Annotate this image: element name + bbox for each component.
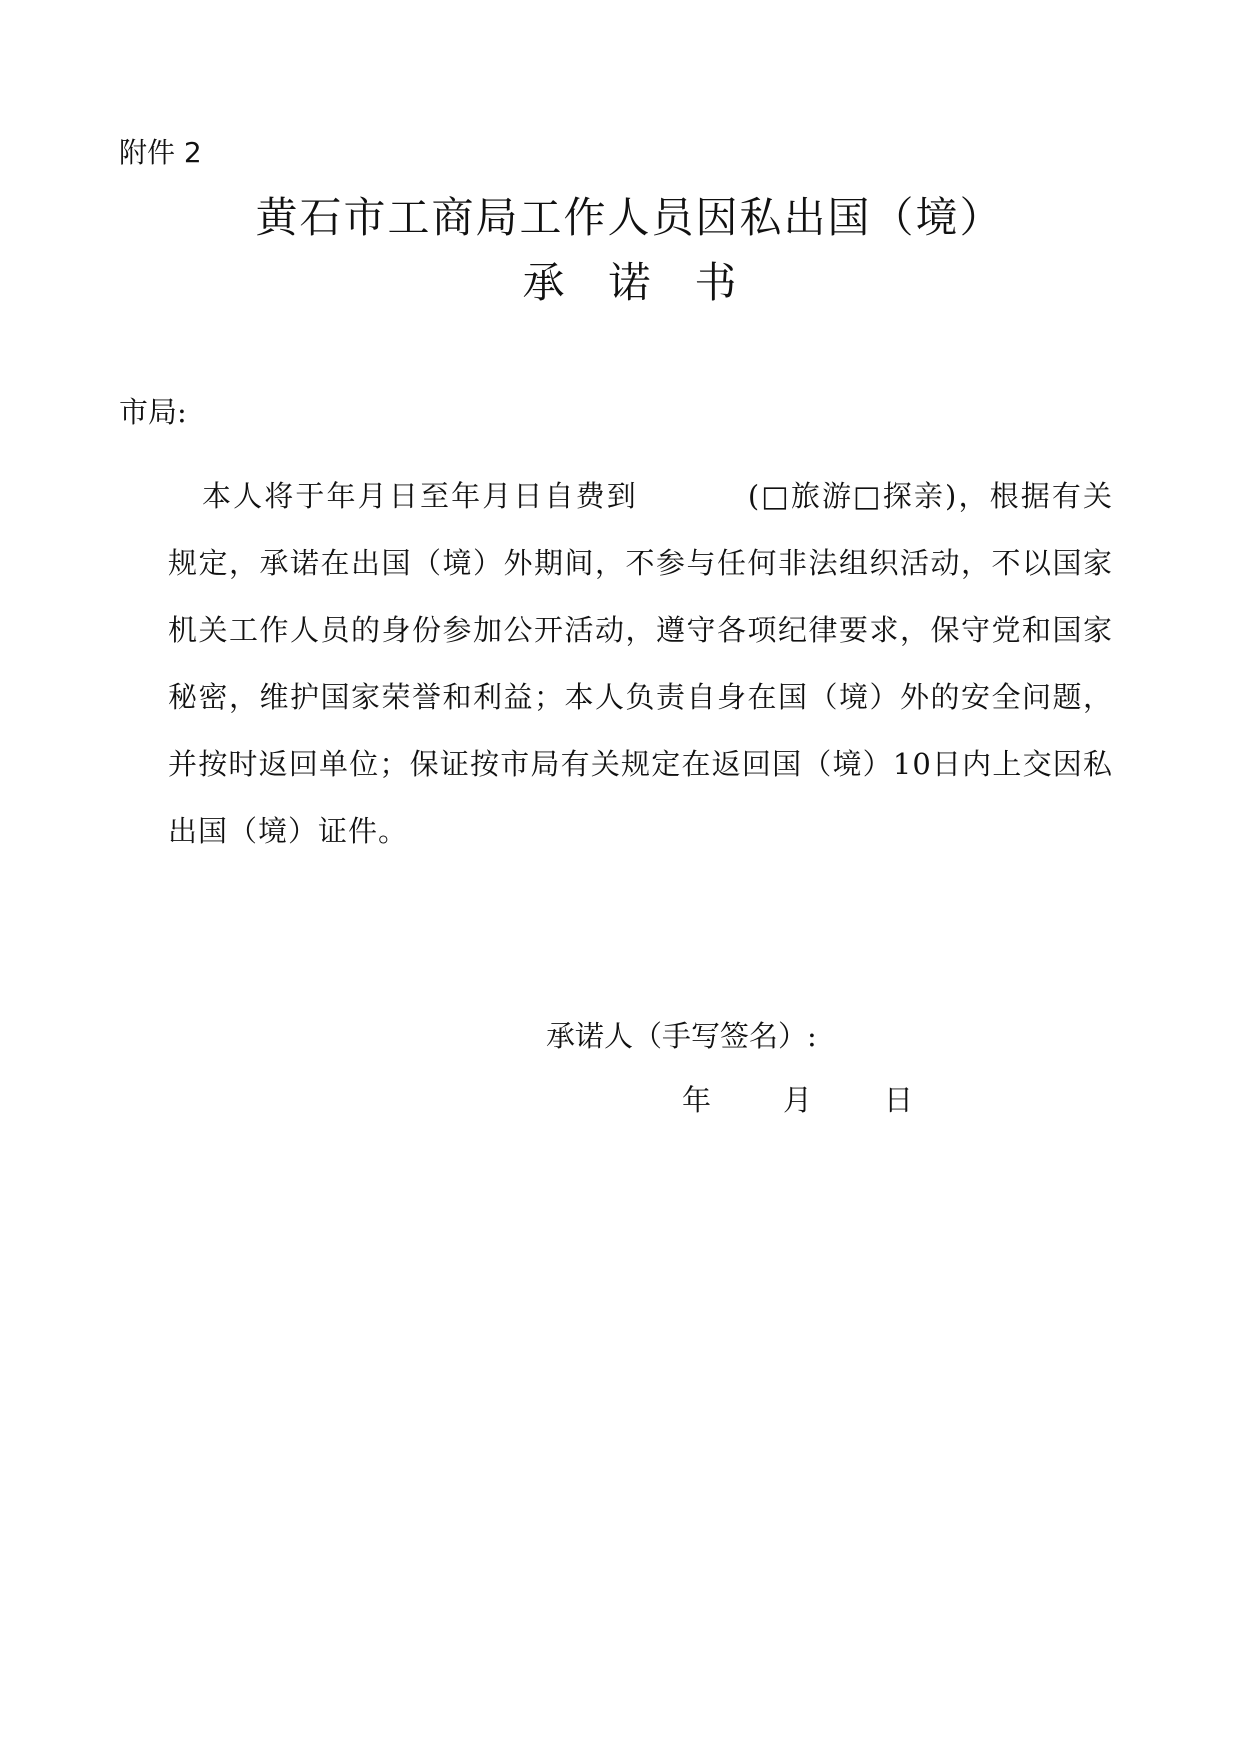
date-year-label: 年	[682, 1083, 712, 1117]
pledge-body	[168, 463, 1113, 865]
date-day-label: 日	[884, 1083, 914, 1117]
salutation: 市局:	[119, 395, 187, 429]
document-subtitle: 承诺书	[522, 258, 781, 307]
date-month-label: 月	[783, 1083, 813, 1117]
date-row	[682, 1078, 913, 1122]
attachment-label: 附件 2	[119, 136, 202, 169]
pledge-body-part2: (□旅游□探亲)，根据有关规定，承诺在出国（境）外期间，不参与任何非法组织活动，不以国家机关工作人员的身份参加公开活动，遵守各项纪律要求，保守党和国家秘密，维护国家荣誉和利益；本人负责自身在国（境）外的安全问题，并按时返回单位；保证按市局有关规定在返回国（境）10日内上交因私出国（境）证件。	[168, 479, 1113, 848]
signature-label: 承诺人（手写签名）:	[546, 1019, 817, 1053]
document-title: 黄石市工商局工作人员因私出国（境）	[255, 193, 1004, 242]
pledge-body-part1: 本人将于年月日至年月日自费到	[202, 479, 638, 513]
